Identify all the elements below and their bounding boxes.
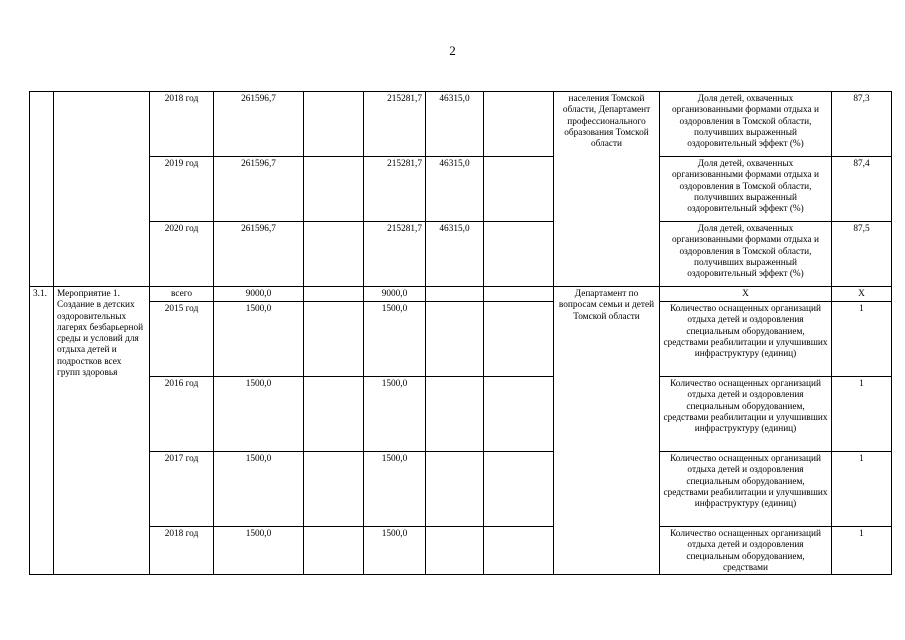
year-cell: 2018 год bbox=[150, 527, 214, 575]
other-cell bbox=[484, 302, 554, 377]
year-cell: 2018 год bbox=[150, 92, 214, 157]
indicator-value-cell: 1 bbox=[832, 527, 892, 575]
other-cell bbox=[484, 92, 554, 157]
total-cell: 1500,0 bbox=[214, 527, 304, 575]
indicator-cell: X bbox=[660, 287, 832, 302]
table-row bbox=[30, 222, 892, 287]
local-cell bbox=[426, 452, 484, 527]
indicator-value-cell: 87,4 bbox=[832, 157, 892, 222]
year-cell: 2020 год bbox=[150, 222, 214, 287]
indicator-value-cell: X bbox=[832, 287, 892, 302]
local-cell bbox=[426, 302, 484, 377]
total-cell: 1500,0 bbox=[214, 377, 304, 452]
federal-cell bbox=[304, 452, 364, 527]
total-cell: 261596,7 bbox=[214, 222, 304, 287]
table-row bbox=[30, 452, 892, 527]
other-cell bbox=[484, 377, 554, 452]
indicator-cell: Количество оснащенных организаций отдыха детей и оздоровления специальным оборудованием, средствами bbox=[660, 527, 832, 575]
indicator-value-cell: 1 bbox=[832, 302, 892, 377]
item-name-cell: Мероприятие 1. Создание в детских оздоровительных лагерях безбарьерной среды и условий для отдыха детей и подростков всех групп здоровья bbox=[54, 287, 150, 575]
year-cell: 2015 год bbox=[150, 302, 214, 377]
indicator-value-cell: 1 bbox=[832, 452, 892, 527]
federal-cell bbox=[304, 287, 364, 302]
regional-cell: 215281,7 bbox=[364, 157, 426, 222]
federal-cell bbox=[304, 527, 364, 575]
federal-cell bbox=[304, 302, 364, 377]
table-row bbox=[30, 157, 892, 222]
indicator-cell: Количество оснащенных организаций отдыха детей и оздоровления специальным оборудованием, средствами реабилитации и улучшивших инфраструктуру (единиц) bbox=[660, 377, 832, 452]
regional-cell: 1500,0 bbox=[364, 527, 426, 575]
item-name-cell bbox=[54, 92, 150, 287]
other-cell bbox=[484, 157, 554, 222]
local-cell: 46315,0 bbox=[426, 222, 484, 287]
indicator-cell: Доля детей, охваченных организованными формами отдыха и оздоровления в Томской области, получивших выраженный оздоровительный эффект (%) bbox=[660, 157, 832, 222]
table-row bbox=[30, 92, 892, 157]
regional-cell: 215281,7 bbox=[364, 222, 426, 287]
federal-cell bbox=[304, 92, 364, 157]
local-cell: 46315,0 bbox=[426, 92, 484, 157]
total-cell: 9000,0 bbox=[214, 287, 304, 302]
indicator-value-cell: 87,5 bbox=[832, 222, 892, 287]
table-row bbox=[30, 287, 892, 302]
local-cell bbox=[426, 377, 484, 452]
total-cell: 261596,7 bbox=[214, 92, 304, 157]
indicator-cell: Количество оснащенных организаций отдыха детей и оздоровления специальным оборудованием, средствами реабилитации и улучшивших инфраструктуру (единиц) bbox=[660, 452, 832, 527]
indicator-cell: Доля детей, охваченных организованными формами отдыха и оздоровления в Томской области, получивших выраженный оздоровительный эффект (%) bbox=[660, 92, 832, 157]
total-cell: 261596,7 bbox=[214, 157, 304, 222]
local-cell bbox=[426, 527, 484, 575]
row-number-cell: 3.1. bbox=[30, 287, 54, 575]
federal-cell bbox=[304, 377, 364, 452]
other-cell bbox=[484, 287, 554, 302]
total-cell: 1500,0 bbox=[214, 452, 304, 527]
table-row bbox=[30, 527, 892, 575]
indicator-value-cell: 1 bbox=[832, 377, 892, 452]
other-cell bbox=[484, 452, 554, 527]
row-number-cell bbox=[30, 92, 54, 287]
year-cell: всего bbox=[150, 287, 214, 302]
indicator-cell: Доля детей, охваченных организованными формами отдыха и оздоровления в Томской области, получивших выраженный оздоровительный эффект (%) bbox=[660, 222, 832, 287]
regional-cell: 215281,7 bbox=[364, 92, 426, 157]
table-row bbox=[30, 377, 892, 452]
regional-cell: 1500,0 bbox=[364, 302, 426, 377]
regional-cell: 1500,0 bbox=[364, 377, 426, 452]
executor-cell: населения Томской области, Департамент профессионального образования Томской области bbox=[554, 92, 660, 287]
year-cell: 2019 год bbox=[150, 157, 214, 222]
program-table bbox=[29, 91, 892, 575]
page-number: 2 bbox=[449, 43, 456, 58]
indicator-value-cell: 87,3 bbox=[832, 92, 892, 157]
table-row bbox=[30, 302, 892, 377]
indicator-cell: Количество оснащенных организаций отдыха детей и оздоровления специальным оборудованием, средствами реабилитации и улучшивших инфраструктуру (единиц) bbox=[660, 302, 832, 377]
federal-cell bbox=[304, 157, 364, 222]
total-cell: 1500,0 bbox=[214, 302, 304, 377]
federal-cell bbox=[304, 222, 364, 287]
other-cell bbox=[484, 222, 554, 287]
regional-cell: 1500,0 bbox=[364, 452, 426, 527]
year-cell: 2016 год bbox=[150, 377, 214, 452]
other-cell bbox=[484, 527, 554, 575]
regional-cell: 9000,0 bbox=[364, 287, 426, 302]
executor-cell: Департамент по вопросам семьи и детей Томской области bbox=[554, 287, 660, 575]
local-cell bbox=[426, 287, 484, 302]
year-cell: 2017 год bbox=[150, 452, 214, 527]
local-cell: 46315,0 bbox=[426, 157, 484, 222]
